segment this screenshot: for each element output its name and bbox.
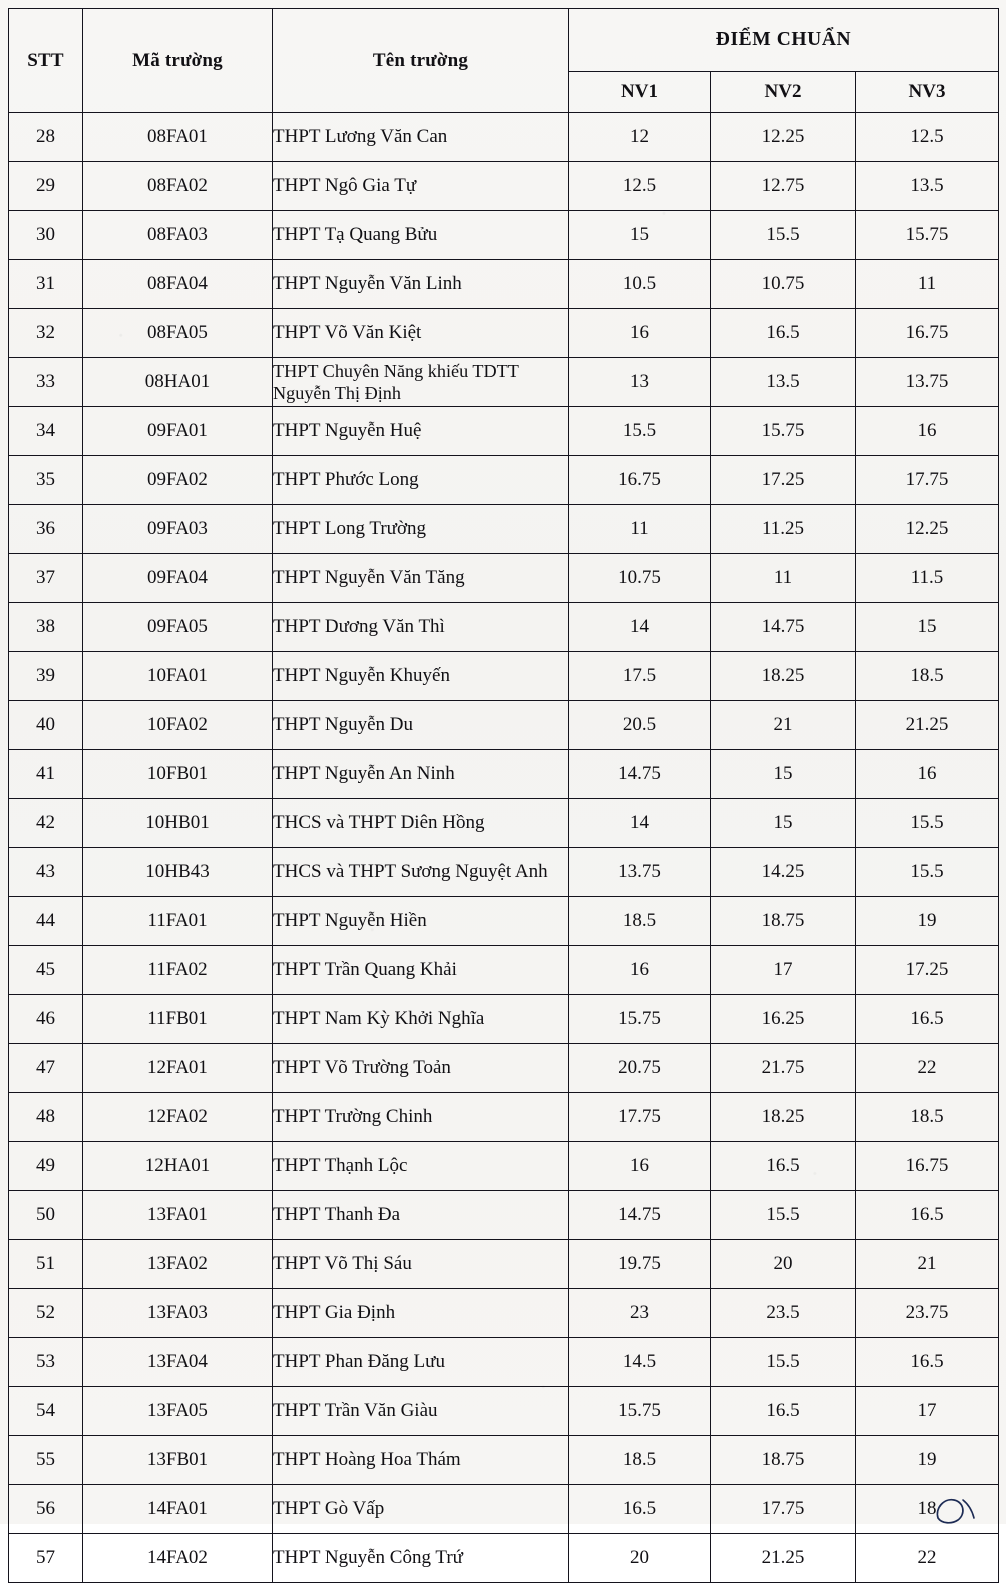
cell-nv3: 12.25	[856, 505, 999, 554]
cell-nv1: 20	[569, 1534, 711, 1583]
header-row-main	[9, 9, 999, 72]
cell-nv2: 16.25	[711, 995, 856, 1044]
cell-school-code: 13FA03	[83, 1289, 273, 1338]
cell-school-name: THPT Nam Kỳ Khởi Nghĩa	[273, 995, 569, 1044]
cell-nv1: 20.75	[569, 1044, 711, 1093]
cell-stt: 49	[9, 1142, 83, 1191]
cell-nv2: 18.75	[711, 897, 856, 946]
cell-nv1: 17.5	[569, 652, 711, 701]
cell-school-code: 09FA02	[83, 456, 273, 505]
cell-nv1: 16.75	[569, 456, 711, 505]
table-row	[9, 603, 999, 652]
cell-stt: 44	[9, 897, 83, 946]
table-row	[9, 1534, 999, 1583]
cell-school-name: THPT Võ Thị Sáu	[273, 1240, 569, 1289]
cell-nv3: 18	[856, 1485, 999, 1534]
table-row	[9, 1338, 999, 1387]
cell-nv1: 16	[569, 1142, 711, 1191]
cell-school-code: 09FA01	[83, 407, 273, 456]
table-row	[9, 1485, 999, 1534]
cell-nv3: 16.75	[856, 309, 999, 358]
cell-school-code: 13FA04	[83, 1338, 273, 1387]
cell-nv3: 11	[856, 260, 999, 309]
cell-nv2: 14.75	[711, 603, 856, 652]
table-row	[9, 113, 999, 162]
cell-school-code: 10HB43	[83, 848, 273, 897]
table-row	[9, 1240, 999, 1289]
cell-stt: 29	[9, 162, 83, 211]
cell-stt: 41	[9, 750, 83, 799]
cell-school-name: THPT Phước Long	[273, 456, 569, 505]
cell-nv1: 18.5	[569, 897, 711, 946]
table-row	[9, 1387, 999, 1436]
cell-nv2: 20	[711, 1240, 856, 1289]
cell-school-code: 12HA01	[83, 1142, 273, 1191]
cell-nv3: 15.5	[856, 848, 999, 897]
cell-nv2: 14.25	[711, 848, 856, 897]
cell-school-code: 09FA03	[83, 505, 273, 554]
table-row	[9, 1044, 999, 1093]
cell-stt: 32	[9, 309, 83, 358]
cell-nv3: 21.25	[856, 701, 999, 750]
cell-stt: 39	[9, 652, 83, 701]
cell-stt: 46	[9, 995, 83, 1044]
cell-school-name: THPT Trần Văn Giàu	[273, 1387, 569, 1436]
table-row	[9, 505, 999, 554]
cell-stt: 33	[9, 358, 83, 407]
cell-nv2: 15.5	[711, 211, 856, 260]
admission-score-table	[8, 8, 999, 1583]
cell-school-name: THPT Nguyễn Du	[273, 701, 569, 750]
cell-nv1: 15.75	[569, 1387, 711, 1436]
cell-school-name: THPT Tạ Quang Bửu	[273, 211, 569, 260]
cell-school-name: THPT Hoàng Hoa Thám	[273, 1436, 569, 1485]
cell-nv1: 12.5	[569, 162, 711, 211]
cell-stt: 57	[9, 1534, 83, 1583]
cell-school-code: 08FA03	[83, 211, 273, 260]
cell-nv2: 23.5	[711, 1289, 856, 1338]
cell-nv2: 15	[711, 750, 856, 799]
table-row	[9, 799, 999, 848]
cell-stt: 48	[9, 1093, 83, 1142]
cell-stt: 35	[9, 456, 83, 505]
cell-stt: 53	[9, 1338, 83, 1387]
cell-stt: 34	[9, 407, 83, 456]
cell-school-name: THPT Chuyên Năng khiếu TDTT Nguyễn Thị Định	[273, 358, 569, 407]
table-row	[9, 1289, 999, 1338]
cell-school-name: THPT Nguyễn Văn Tăng	[273, 554, 569, 603]
cell-nv1: 12	[569, 113, 711, 162]
cell-nv3: 21	[856, 1240, 999, 1289]
cell-stt: 42	[9, 799, 83, 848]
cell-school-code: 09FA05	[83, 603, 273, 652]
cell-stt: 55	[9, 1436, 83, 1485]
cell-nv2: 17	[711, 946, 856, 995]
column-header-nv3: NV3	[856, 72, 999, 113]
cell-nv2: 15.5	[711, 1338, 856, 1387]
cell-nv3: 16.5	[856, 1191, 999, 1240]
cell-nv3: 18.5	[856, 1093, 999, 1142]
cell-nv3: 15.5	[856, 799, 999, 848]
cell-stt: 50	[9, 1191, 83, 1240]
cell-nv1: 10.5	[569, 260, 711, 309]
cell-nv1: 14	[569, 799, 711, 848]
cell-stt: 45	[9, 946, 83, 995]
cell-nv1: 15.75	[569, 995, 711, 1044]
cell-nv1: 16	[569, 946, 711, 995]
cell-school-name: THPT Trần Quang Khải	[273, 946, 569, 995]
cell-school-name: THPT Phan Đăng Lưu	[273, 1338, 569, 1387]
cell-nv2: 15.5	[711, 1191, 856, 1240]
cell-school-code: 12FA02	[83, 1093, 273, 1142]
table-row	[9, 701, 999, 750]
cell-school-name: THCS và THPT Diên Hồng	[273, 799, 569, 848]
cell-nv1: 11	[569, 505, 711, 554]
cell-school-name: THPT Lương Văn Can	[273, 113, 569, 162]
cell-stt: 40	[9, 701, 83, 750]
table-row	[9, 211, 999, 260]
cell-school-code: 10FA02	[83, 701, 273, 750]
table-row	[9, 456, 999, 505]
cell-nv3: 15	[856, 603, 999, 652]
cell-nv3: 19	[856, 897, 999, 946]
table-body	[9, 113, 999, 1583]
cell-nv1: 14.75	[569, 1191, 711, 1240]
cell-stt: 52	[9, 1289, 83, 1338]
cell-stt: 31	[9, 260, 83, 309]
cell-nv3: 17.25	[856, 946, 999, 995]
cell-school-name: THPT Dương Văn Thì	[273, 603, 569, 652]
cell-nv2: 11	[711, 554, 856, 603]
cell-nv2: 16.5	[711, 1387, 856, 1436]
cell-nv2: 10.75	[711, 260, 856, 309]
table-row	[9, 407, 999, 456]
cell-school-name: THPT Ngô Gia Tự	[273, 162, 569, 211]
cell-stt: 37	[9, 554, 83, 603]
cell-school-name: THPT Nguyễn Hiền	[273, 897, 569, 946]
cell-school-code: 08FA01	[83, 113, 273, 162]
cell-nv3: 18.5	[856, 652, 999, 701]
cell-nv2: 16.5	[711, 309, 856, 358]
cell-school-code: 08FA05	[83, 309, 273, 358]
cell-nv2: 12.25	[711, 113, 856, 162]
cell-school-code: 10HB01	[83, 799, 273, 848]
cell-stt: 47	[9, 1044, 83, 1093]
cell-nv3: 12.5	[856, 113, 999, 162]
cell-school-name: THPT Võ Trường Toản	[273, 1044, 569, 1093]
cell-nv1: 10.75	[569, 554, 711, 603]
table-row	[9, 1436, 999, 1485]
cell-school-code: 08HA01	[83, 358, 273, 407]
cell-nv2: 21.75	[711, 1044, 856, 1093]
table-row	[9, 162, 999, 211]
cell-nv3: 22	[856, 1534, 999, 1583]
cell-school-code: 13FB01	[83, 1436, 273, 1485]
cell-school-name: THPT Gò Vấp	[273, 1485, 569, 1534]
cell-nv2: 16.5	[711, 1142, 856, 1191]
cell-school-name: THPT Võ Văn Kiệt	[273, 309, 569, 358]
cell-nv1: 15.5	[569, 407, 711, 456]
cell-school-code: 10FB01	[83, 750, 273, 799]
cell-nv3: 13.5	[856, 162, 999, 211]
column-header-stt: STT	[9, 9, 83, 113]
cell-stt: 56	[9, 1485, 83, 1534]
cell-nv2: 18.25	[711, 1093, 856, 1142]
cell-school-name: THPT Gia Định	[273, 1289, 569, 1338]
cell-school-code: 09FA04	[83, 554, 273, 603]
table-row	[9, 897, 999, 946]
column-header-school-name: Tên trường	[273, 9, 569, 113]
cell-stt: 38	[9, 603, 83, 652]
column-header-nv2: NV2	[711, 72, 856, 113]
cell-school-code: 14FA02	[83, 1534, 273, 1583]
cell-stt: 51	[9, 1240, 83, 1289]
cell-nv1: 16	[569, 309, 711, 358]
cell-nv3: 13.75	[856, 358, 999, 407]
cell-nv2: 13.5	[711, 358, 856, 407]
cell-school-name: THPT Trường Chinh	[273, 1093, 569, 1142]
table-row	[9, 946, 999, 995]
cell-school-name: THPT Nguyễn Khuyến	[273, 652, 569, 701]
cell-school-name: THPT Nguyễn Công Trứ	[273, 1534, 569, 1583]
cell-school-name: THPT Nguyễn Huệ	[273, 407, 569, 456]
cell-nv1: 13.75	[569, 848, 711, 897]
table-row	[9, 1142, 999, 1191]
table-row	[9, 995, 999, 1044]
cell-nv3: 16	[856, 750, 999, 799]
cell-nv3: 16.5	[856, 1338, 999, 1387]
table-row	[9, 260, 999, 309]
cell-nv3: 11.5	[856, 554, 999, 603]
cell-nv1: 23	[569, 1289, 711, 1338]
cell-school-name: THCS và THPT Sương Nguyệt Anh	[273, 848, 569, 897]
table-row	[9, 750, 999, 799]
cell-nv2: 17.75	[711, 1485, 856, 1534]
cell-nv1: 17.75	[569, 1093, 711, 1142]
cell-nv1: 15	[569, 211, 711, 260]
table-row	[9, 1093, 999, 1142]
cell-nv1: 14.5	[569, 1338, 711, 1387]
table-row	[9, 1191, 999, 1240]
table-row	[9, 848, 999, 897]
cell-school-code: 11FA01	[83, 897, 273, 946]
cell-stt: 30	[9, 211, 83, 260]
cell-stt: 36	[9, 505, 83, 554]
cell-nv2: 18.75	[711, 1436, 856, 1485]
cell-nv2: 15	[711, 799, 856, 848]
cell-school-name: THPT Thanh Đa	[273, 1191, 569, 1240]
column-header-nv1: NV1	[569, 72, 711, 113]
cell-nv2: 12.75	[711, 162, 856, 211]
cell-school-name: THPT Thạnh Lộc	[273, 1142, 569, 1191]
cell-nv3: 17	[856, 1387, 999, 1436]
cell-school-code: 12FA01	[83, 1044, 273, 1093]
cell-stt: 43	[9, 848, 83, 897]
cell-nv3: 16	[856, 407, 999, 456]
cell-school-code: 08FA04	[83, 260, 273, 309]
cell-school-code: 08FA02	[83, 162, 273, 211]
table-row	[9, 652, 999, 701]
cell-nv3: 16.5	[856, 995, 999, 1044]
cell-nv3: 22	[856, 1044, 999, 1093]
cell-school-code: 13FA05	[83, 1387, 273, 1436]
cell-nv1: 14	[569, 603, 711, 652]
cell-nv3: 15.75	[856, 211, 999, 260]
cell-nv2: 15.75	[711, 407, 856, 456]
cell-nv3: 23.75	[856, 1289, 999, 1338]
cell-nv3: 16.75	[856, 1142, 999, 1191]
cell-school-name: THPT Long Trường	[273, 505, 569, 554]
cell-nv1: 18.5	[569, 1436, 711, 1485]
column-header-school-code: Mã trường	[83, 9, 273, 113]
cell-school-code: 11FB01	[83, 995, 273, 1044]
cell-school-name: THPT Nguyễn An Ninh	[273, 750, 569, 799]
cell-nv1: 16.5	[569, 1485, 711, 1534]
table-row	[9, 309, 999, 358]
cell-school-code: 13FA01	[83, 1191, 273, 1240]
cell-nv2: 17.25	[711, 456, 856, 505]
cell-school-code: 10FA01	[83, 652, 273, 701]
cell-school-code: 11FA02	[83, 946, 273, 995]
cell-nv2: 18.25	[711, 652, 856, 701]
cell-nv3: 17.75	[856, 456, 999, 505]
cell-school-code: 14FA01	[83, 1485, 273, 1534]
cell-stt: 54	[9, 1387, 83, 1436]
table-row	[9, 554, 999, 603]
cell-nv2: 21	[711, 701, 856, 750]
cell-nv3: 19	[856, 1436, 999, 1485]
cell-school-code: 13FA02	[83, 1240, 273, 1289]
cell-stt: 28	[9, 113, 83, 162]
cell-nv1: 20.5	[569, 701, 711, 750]
cell-nv1: 13	[569, 358, 711, 407]
cell-school-name: THPT Nguyễn Văn Linh	[273, 260, 569, 309]
table-header	[9, 9, 999, 113]
cell-nv1: 19.75	[569, 1240, 711, 1289]
column-header-score-group: ĐIỂM CHUẨN	[569, 9, 999, 72]
cell-nv1: 14.75	[569, 750, 711, 799]
cell-nv2: 21.25	[711, 1534, 856, 1583]
cell-nv2: 11.25	[711, 505, 856, 554]
table-row	[9, 358, 999, 407]
